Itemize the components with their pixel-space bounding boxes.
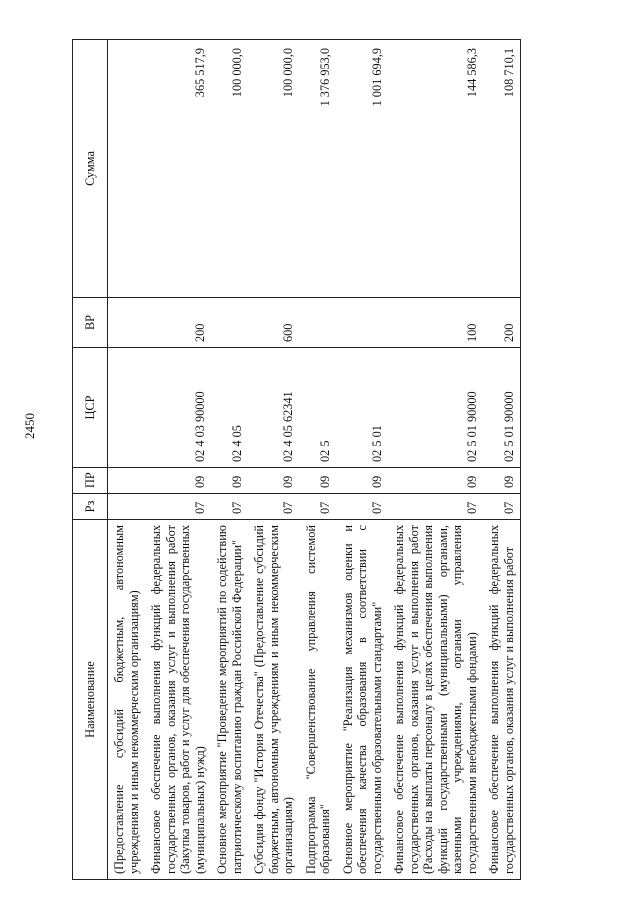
header-sum: Сумма — [73, 40, 108, 298]
row-sum: 1 001 694,9 — [337, 40, 389, 298]
row-vr — [337, 298, 389, 348]
row-name: Субсидия фонду "История Отечества" (Предоставление субсидий бюджетным, автономным учреждениям и иным некоммерческим организациям) — [248, 520, 300, 880]
row-rz: 07 — [211, 494, 248, 520]
table-row — [248, 40, 300, 880]
header-csr: ЦСР — [73, 348, 108, 468]
header-vr: ВР — [73, 298, 108, 348]
row-sum: 1 376 953,0 — [300, 40, 337, 298]
row-vr — [108, 298, 146, 348]
row-pr: 09 — [145, 468, 211, 494]
row-name: Подпрограмма "Совершенствование управления системой образования" — [300, 520, 337, 880]
row-csr: 02 4 05 62341 — [248, 348, 300, 468]
row-csr — [108, 348, 146, 468]
row-csr: 02 5 01 — [337, 348, 389, 468]
row-name: Финансовое обеспечение выполнения функций федеральных государственных органов, оказания услуг и выполнения работ (Закупка товаров, работ и услуг для обеспечения государственных (муниципальных) нужд) — [145, 520, 211, 880]
table-row — [145, 40, 211, 880]
row-sum: 100 000,0 — [211, 40, 248, 298]
row-vr: 100 — [388, 298, 483, 348]
row-vr: 200 — [483, 298, 521, 348]
row-vr — [211, 298, 248, 348]
row-pr: 09 — [211, 468, 248, 494]
row-name: Основное мероприятие "Проведение мероприятий по содействию патриотическому воспитанию граждан Российской Федерации" — [211, 520, 248, 880]
row-csr: 02 5 — [300, 348, 337, 468]
row-rz — [108, 494, 146, 520]
row-rz: 07 — [388, 494, 483, 520]
header-rz: Рз — [73, 494, 108, 520]
row-rz: 07 — [337, 494, 389, 520]
row-vr: 200 — [145, 298, 211, 348]
header-pr: ПР — [73, 468, 108, 494]
row-pr: 09 — [248, 468, 300, 494]
row-sum: 100 000,0 — [248, 40, 300, 298]
row-sum — [108, 40, 146, 298]
row-rz: 07 — [248, 494, 300, 520]
budget-table — [72, 39, 521, 880]
table-row — [108, 40, 146, 880]
row-sum: 108 710,1 — [483, 40, 521, 298]
table-row — [337, 40, 389, 880]
table-row — [211, 40, 248, 880]
row-csr: 02 5 01 90000 — [388, 348, 483, 468]
row-rz: 07 — [300, 494, 337, 520]
row-pr — [108, 468, 146, 494]
row-pr: 09 — [337, 468, 389, 494]
table-header-row — [73, 40, 108, 880]
row-pr: 09 — [388, 468, 483, 494]
header-name: Наименование — [73, 520, 108, 880]
page-number: 2450 — [22, 413, 37, 439]
row-csr: 02 4 03 90000 — [145, 348, 211, 468]
row-rz: 07 — [145, 494, 211, 520]
row-vr: 600 — [248, 298, 300, 348]
budget-table-rotated — [72, 40, 612, 880]
row-name: Финансовое обеспечение выполнения функций федеральных государственных органов, оказания услуг и выполнения работ (Расходы на выплаты персоналу в целях обеспечения выполнения функций государственными (муниципальными) органами, казенными учреждениями, органами управления государственными внебюджетными фондами) — [388, 520, 483, 880]
table-row — [388, 40, 483, 880]
row-sum: 365 517,9 — [145, 40, 211, 298]
row-csr: 02 4 05 — [211, 348, 248, 468]
row-name: Финансовое обеспечение выполнения функций федеральных государственных органов, оказания услуг и выполнения работ — [483, 520, 521, 880]
row-name: (Предоставление субсидий бюджетным, автономным учреждениям и иным некоммерческим организациям) — [108, 520, 146, 880]
row-pr: 09 — [300, 468, 337, 494]
row-sum: 144 586,3 — [388, 40, 483, 298]
row-pr: 09 — [483, 468, 521, 494]
table-row — [483, 40, 521, 880]
row-name: Основное мероприятие "Реализация механизмов оценки и обеспечения качества образования в соответствии с государственными образовательными стандартами" — [337, 520, 389, 880]
row-vr — [300, 298, 337, 348]
row-rz: 07 — [483, 494, 521, 520]
table-row — [300, 40, 337, 880]
row-csr: 02 5 01 90000 — [483, 348, 521, 468]
